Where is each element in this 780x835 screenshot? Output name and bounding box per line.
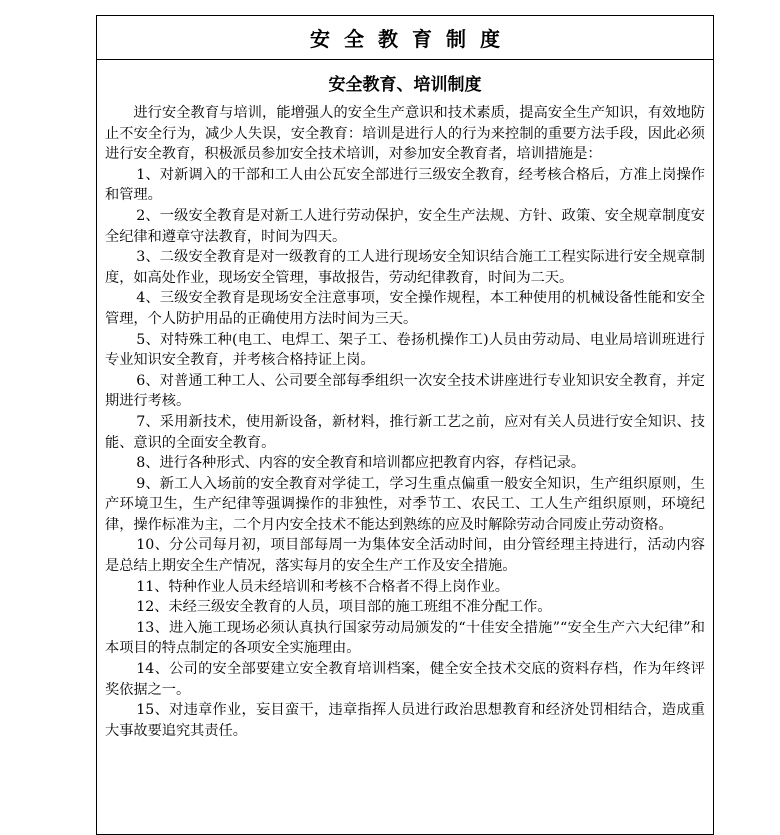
- list-item-1: 1、对新调入的干部和工人由公瓦安全部进行三级安全教育，经考核合格后，方准上岗操作和管理。: [105, 166, 705, 204]
- document-frame: [96, 15, 714, 835]
- list-item-10: 10、分公司每月初，项目部每周一为集体安全活动时间，由分管经理主持进行，活动内容是总结上期安全生产情况，落实每月的安全生产工作及安全措施。: [105, 537, 705, 575]
- page-title: 安全教育制度: [310, 27, 514, 51]
- list-item-6: 6、对普通工种工人、公司要全部每季组织一次安全技术讲座进行专业知识安全教育，并定期进行考核。: [105, 372, 705, 410]
- list-item-2: 2、一级安全教育是对新工人进行劳动保护，安全生产法规、方针、政策、安全规章制度安全纪律和遵章守法教育，时间为四天。: [105, 207, 705, 245]
- list-item-3: 3、二级安全教育是对一级教育的工人进行现场安全知识结合施工工程实际进行安全规章制度，如高处作业，现场安全管理，事故报告，劳动纪律教育，时间为二天。: [105, 249, 705, 286]
- list-item-9: 9、新工人入场前的安全教育对学徒工，学习生重点偏重一般安全知识，生产组织原则，生产环境卫生，生产纪律等强调操作的非独性，对季节工、农民工、工人生产组织原则，环境纪律，操作标准为主，二个月内安全技术不能达到熟练的应及时解除劳动合同废止劳动资格。: [105, 475, 705, 533]
- list-item-4: 4、三级安全教育是现场安全注意事项，安全操作规程，本工种使用的机械设备性能和安全管理，个人防护用品的正确使用方法时间为三天。: [105, 290, 705, 327]
- document-body: [97, 60, 713, 741]
- list-item-5: 5、对特殊工种(电工、电焊工、架子工、卷扬机操作工)人员由劳动局、电业局培训班进行专业知识安全教育，并考核合格持证上岗。: [105, 331, 705, 369]
- intro-paragraph: 进行安全教育与培训，能增强人的安全生产意识和技术素质，提高安全生产知识，有效地防止不安全行为，减少人失误，安全教育：培训是进行人的行为来控制的重要方法手段，因此必须进行安全教育，积极派员参加安全技术培训，对参加安全教育者，培训措施是：: [105, 105, 705, 163]
- list-item-15: 15、对违章作业，妄目蛮干，违章指挥人员进行政治思想教育和经济处罚相结合，造成重大事故要追究其责任。: [105, 702, 705, 739]
- list-item-12: 12、未经三级安全教育的人员，项目部的施工班组不准分配工作。: [136, 599, 552, 616]
- header-row: [97, 16, 713, 60]
- list-item-13: 13、进入施工现场必须认真执行国家劳动局颁发的“十佳安全措施”“安全生产六大纪律”和本项目的特点制定的各项安全实施理由。: [105, 619, 705, 657]
- list-item-14: 14、公司的安全部要建立安全教育培训档案，健全安全技术交底的资料存档，作为年终评奖依据之一。: [105, 661, 705, 698]
- list-item-8: 8、进行各种形式、内容的安全教育和培训都应把教育内容，存档记录。: [136, 455, 586, 472]
- list-item-7: 7、采用新技术，使用新设备，新材料，推行新工艺之前，应对有关人员进行安全知识、技能、意识的全面安全教育。: [105, 413, 705, 451]
- section-title: 安全教育、培训制度: [328, 75, 482, 95]
- list-item-11: 11、特种作业人员未经培训和考核不合格者不得上岗作业。: [136, 578, 509, 595]
